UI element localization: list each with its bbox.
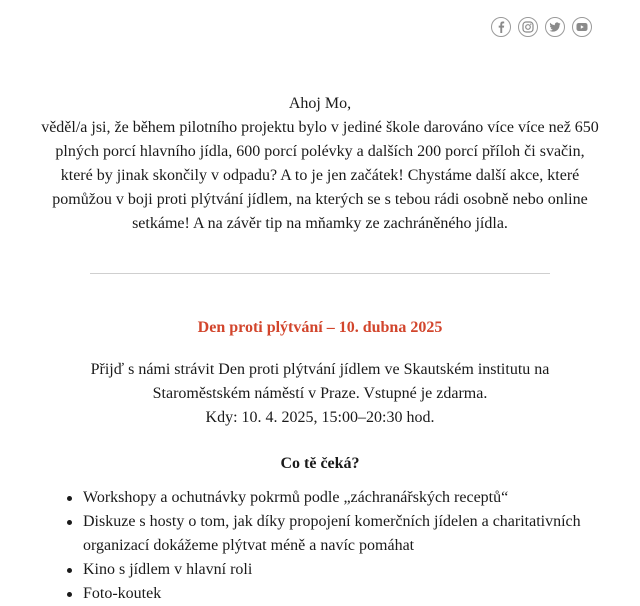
greeting: Ahoj Mo, [288, 95, 352, 112]
list-item: Foto-koutek [83, 582, 603, 606]
divider [90, 273, 550, 274]
intro-message [40, 92, 600, 236]
facebook-icon [496, 21, 506, 33]
instagram-icon [522, 21, 534, 33]
event-time: Kdy: 10. 4. 2025, 15:00–20:30 hod. [205, 409, 435, 426]
social-links [491, 17, 592, 37]
youtube-icon [576, 22, 588, 32]
twitter-icon [549, 22, 561, 33]
facebook-link[interactable] [491, 17, 511, 37]
instagram-link[interactable] [518, 17, 538, 37]
list-item: Diskuze s hosty o tom, jak díky propojení komerčních jídelen a charitativních organizací dokážeme plýtvat méně a navíc pomáhat [83, 510, 603, 558]
event-title: Den proti plýtvání – 10. dubna 2025 [197, 319, 443, 336]
twitter-link[interactable] [545, 17, 565, 37]
agenda-list [83, 486, 603, 606]
list-item: Workshopy a ochutnávky pokrmů podle „záchranářských receptů“ [83, 486, 603, 510]
event-description-text: Přijď s námi strávit Den proti plýtvání jídlem ve Skautském institutu na Staroměstském náměstí v Praze. Vstupné je zdarma. [90, 361, 550, 402]
youtube-link[interactable] [572, 17, 592, 37]
event-description [40, 358, 600, 430]
agenda-heading: Co tě čeká? [280, 455, 360, 472]
intro-body: věděl/a jsi, že během pilotního projektu bylo v jediné škole darováno více více než 650 plných porcí hlavního jídla, 600 porcí polévky a dalších 200 porcí příloh či svačin, které by jinak skončily v odpadu? A to je jen začátek! Chystáme další akce, které pomůžou v boji proti plýtvání jídlem, na kterých se s tebou rádi osobně nebo online setkáme! A na závěr tip na mňamky ze zachráněného jídla. [41, 119, 599, 232]
list-item: Kino s jídlem v hlavní roli [83, 558, 603, 582]
